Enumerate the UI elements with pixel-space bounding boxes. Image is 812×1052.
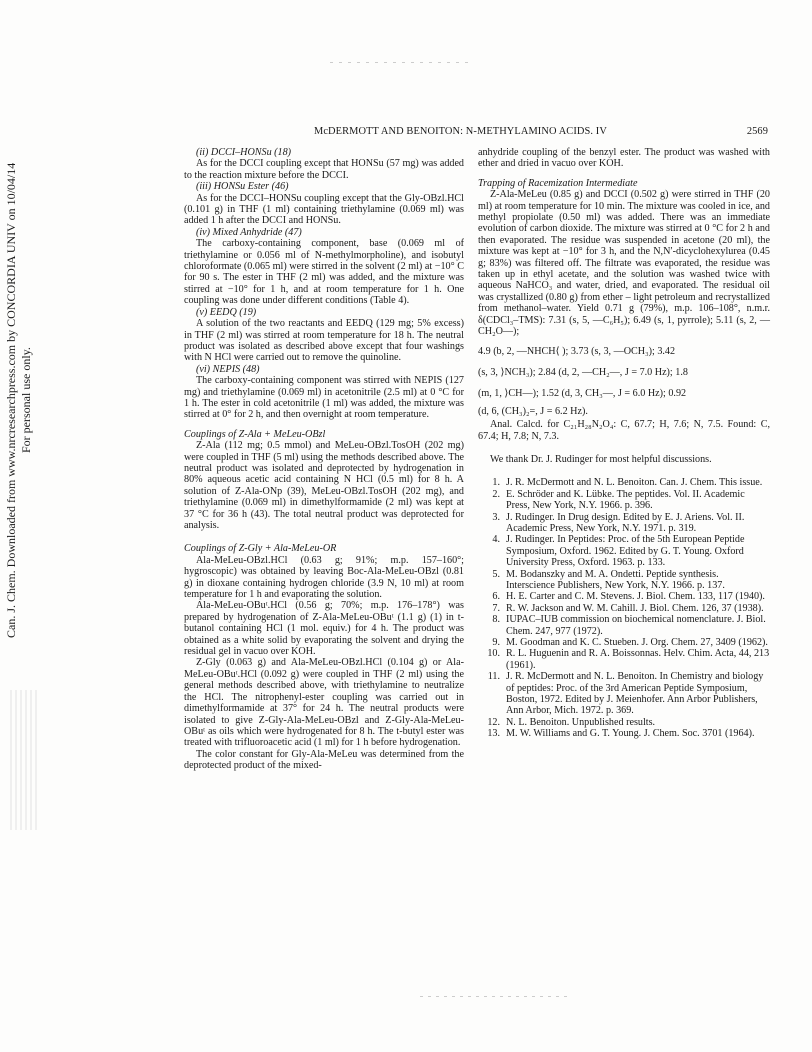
reference-text: M. W. Williams and G. T. Young. J. Chem. Soc. 3701 (1964).	[506, 728, 755, 740]
reference-number: 10.	[487, 648, 500, 660]
reference-text: E. Schröder and K. Lübke. The peptides. Vol. II. Academic Press, New York, N.Y. 1966. p. 396.	[506, 488, 745, 512]
reference-number: 5.	[492, 568, 500, 580]
paragraph: Ala-MeLeu-OBuᵗ.HCl (0.56 g; 70%; m.p. 176–178°) was prepared by hydrogenation of Z-Ala-MeLeu-OBuᵗ (1.1 g) (1) in t-butanol containing HCl (1 mol. equiv.) for 4 h. The product was obtained as a white solid by evaporating the solvent and drying the residual gel in vacuo over KOH.	[184, 600, 464, 658]
reference-text: H. E. Carter and C. M. Stevens. J. Biol. Chem. 133, 117 (1940).	[506, 591, 765, 603]
section-title: (vi) NEPIS (48)	[196, 363, 260, 375]
reference-number: 12.	[487, 716, 500, 728]
scan-artifact-top	[330, 62, 470, 63]
paragraph: As for the DCCI–HONSu coupling except that the Gly-OBzl.HCl (0.101 g) in THF (1 ml) containing triethylamine (0.069 ml) was added 1 h after the DCCI and HONSu.	[184, 192, 464, 227]
reference-number: 8.	[492, 614, 500, 626]
right-column	[478, 147, 770, 740]
left-column	[184, 147, 464, 772]
reference-item	[478, 512, 770, 535]
section-title: (iii) HONSu Ester (46)	[196, 181, 289, 193]
reference-text: J. Rudinger. In Peptides: Proc. of the 5th European Peptide Symposium, Oxford. 1962. Edited by G. T. Young. Oxford University Press, Oxford. 1963. p. 133.	[506, 534, 745, 569]
reference-item	[478, 603, 770, 614]
reference-item	[478, 717, 770, 728]
reference-item	[478, 534, 770, 568]
reference-text: J. R. McDermott and N. L. Benoiton. Can. J. Chem. This issue.	[506, 477, 763, 489]
reference-list	[478, 477, 770, 739]
paragraph: Z-Gly (0.063 g) and Ala-MeLeu-OBzl.HCl (0.104 g) or Ala-MeLeu-OBuᵗ.HCl (0.092 g) were coupled in THF (2 ml) using the general methods described above, with triethylamine to neutralize the HCl. The nitrophenyl-ester coupling was carried out in dimethylformamide at 37° for 24 h. The neutral products were isolated to give Z-Gly-Ala-MeLeu-OBzl and Z-Gly-Ala-MeLeu-OBuᵗ as oils which were hydrogenated for 8 h. The t-butyl ester was treated with trifluoroacetic acid (1 ml) for 1 h before hydrogenation.	[184, 657, 464, 749]
paragraph: The carboxy-containing component was stirred with NEPIS (127 mg) and triethylamine (0.069 ml) in acetonitrile (2.5 ml) at 0 °C for 1 h. The ester in cold acetonitrile (1 ml) was added, the mixture was stirred at 0° for 2 h, and then overnight at room temperature.	[184, 375, 464, 421]
section-title: (v) EEDQ (19)	[196, 306, 257, 318]
section-title: Couplings of Z-Gly + Ala-MeLeu-OR	[184, 543, 337, 555]
reference-item	[478, 591, 770, 602]
reference-item	[478, 489, 770, 512]
paragraph: The color constant for Gly-Ala-MeLeu was determined from the deprotected product of the mixed-	[184, 748, 464, 772]
reference-text: M. Goodman and K. C. Stueben. J. Org. Chem. 27, 3409 (1962).	[506, 637, 768, 649]
reference-item	[478, 614, 770, 637]
reference-number: 3.	[492, 511, 500, 523]
reference-item	[478, 637, 770, 648]
section-title: (iv) Mixed Anhydride (47)	[196, 226, 302, 238]
page-number: 2569	[746, 126, 768, 137]
reference-number: 11.	[487, 671, 500, 683]
acknowledgement: We thank Dr. J. Rudinger for most helpful discussions.	[490, 453, 712, 465]
reference-text: R. W. Jackson and W. M. Cahill. J. Biol. Chem. 126, 37 (1938).	[506, 602, 764, 614]
paragraph: Z-Ala (112 mg; 0.5 mmol) and MeLeu-OBzl.TosOH (202 mg) were coupled in THF (5 ml) using the methods described above. The neutral product was isolated and deprotected by hydrogenation in 80% aqueous acetic acid containing N HCl (0.5 ml) for 8 h. A solution of Z-Ala-ONp (39), MeLeu-OBzl.TosOH (202 mg), and triethylamine (0.069 ml) in dimethylformamide (2 ml) was kept at 37 °C for 36 h (43). The total neutral product was deprotected for analysis.	[184, 440, 464, 531]
analysis: Anal. Calcd. for C₂₁H₂₈N₂O₄: C, 67.7; H, 7.6; N, 7.5. Found: C, 67.4; H, 7.8; N, 7.3.	[478, 419, 770, 442]
download-notice-text	[4, 110, 34, 690]
scan-artifact-bottom	[420, 996, 570, 997]
reference-number: 9.	[492, 637, 500, 649]
paragraph: As for the DCCI coupling except that HONSu (57 mg) was added to the reaction mixture before the DCCI.	[184, 158, 464, 181]
reference-number: 6.	[492, 591, 500, 603]
paragraph: The carboxy-containing component, base (0.069 ml of triethylamine or 0.056 ml of N-methylmorpholine), and isobutyl chloroformate (0.065 ml) were stirred in the solvent (2 ml) at −10° C for 90 s. The ester in THF (2 ml) was added, and the mixture was stirred at −10° for 1 h, and at room temperature for 1 h. One coupling was done under different conditions (Table 4).	[184, 238, 464, 307]
download-notice	[4, 110, 46, 690]
nmr-line: 4.9 (b, 2, —NHCH⟨ ); 3.73 (s, 3, —OCH₃); 3.42	[478, 345, 676, 357]
scan-artifact	[10, 690, 40, 830]
section-title: (ii) DCCI–HONSu (18)	[196, 147, 292, 158]
paragraph: anhydride coupling of the benzyl ester. The product was washed with ether and dried in vacuo over KOH.	[478, 147, 770, 170]
reference-item	[478, 671, 770, 717]
running-head: McDERMOTT AND BENOITON: N-METHYLAMINO ACIDS. IV	[314, 126, 607, 137]
reference-item	[478, 648, 770, 671]
reference-number: 4.	[492, 534, 500, 546]
nmr-line: (m, 1, ⟩CH—); 1.52 (d, 3, CH₃—, J = 6.0 Hz); 0.92	[478, 388, 687, 400]
reference-number: 2.	[492, 488, 500, 500]
section-title: Couplings of Z-Ala + MeLeu-OBzl	[184, 428, 326, 440]
reference-text: IUPAC–IUB commission on biochemical nomenclature. J. Biol. Chem. 247, 977 (1972).	[506, 614, 766, 637]
reference-text: M. Bodanszky and M. A. Ondetti. Peptide synthesis. Interscience Publishers, New York, N.Y. 1966. p. 137.	[506, 568, 725, 591]
reference-number: 1.	[492, 477, 500, 489]
reference-item	[478, 728, 770, 739]
reference-text: R. L. Huguenin and R. A. Boissonnas. Helv. Chim. Acta, 44, 213 (1961).	[506, 648, 770, 671]
reference-text: N. L. Benoiton. Unpublished results.	[506, 716, 656, 728]
section-title: Trapping of Racemization Intermediate	[478, 177, 638, 189]
reference-text: J. R. McDermott and N. L. Benoiton. In Chemistry and biology of peptides: Proc. of the 3rd American Peptide Symposium, Boston, 1972. Edited by J. Meienhofer. Ann Arbor Publishers, Ann Arbor, Mich. 1972. p. 369.	[506, 671, 764, 717]
paragraph: Z-Ala-MeLeu (0.85 g) and DCCI (0.502 g) were stirred in THF (20 ml) at room temperature for 10 min. The mixture was cooled in ice, and methyl propiolate (0.50 ml) was added. There was an immediate evolution of carbon dioxide. The mixture was stirred at 0 °C for 2 h and then evaporated. The residue was suspended in acetone (20 ml), the mixture was kept at −10° for 3 h, and the N,N′-dicyclohexylurea (0.45 g; 83%) was filtered off. The filtrate was evaporated, the residue was taken up in ethyl acetate, and the solution was washed twice with aqueous NaHCO₃ and water, dried, and evaporated. The residual oil was crystallized (0.80 g) from ether – light petroleum and recrystallized from methanol–water. Yield 0.71 g (79%), m.p. 106–108°, n.m.r. δ(CDCl₃–TMS): 7.31 (s, 5, —C₆H₅); 6.49 (s, 1, pyrrole); 5.11 (s, 2, —CH₂O—);	[478, 189, 770, 338]
paragraph: Ala-MeLeu-OBzl.HCl (0.63 g; 91%; m.p. 157–160°; hygroscopic) was obtained by leaving Boc-Ala-MeLeu-OBzl (0.81 g) in dioxane containing hydrogen chloride (3.9 N, 10 ml) at room temperature for 1 h and evaporating the solution.	[184, 554, 464, 601]
paragraph: A solution of the two reactants and EEDQ (129 mg; 5% excess) in THF (2 ml) was stirred at room temperature for 18 h. The neutral product was isolated as described above except that four washings with N HCl were carried out to remove the quinoline.	[184, 318, 464, 364]
reference-number: 7.	[492, 602, 500, 614]
download-notice-line2: For personal use only.	[19, 347, 33, 453]
nmr-line: (s, 3, ⟩NCH₃); 2.84 (d, 2, —CH₂—, J = 7.0 Hz); 1.8	[478, 366, 688, 378]
reference-number: 13.	[487, 728, 500, 740]
nmr-line: (d, 6, (CH₃)₂=, J = 6.2 Hz).	[478, 405, 588, 417]
reference-text: J. Rudinger. In Drug design. Edited by E. J. Ariens. Vol. II. Academic Press, New York, N.Y. 1971. p. 319.	[506, 511, 745, 534]
reference-item	[478, 477, 770, 488]
reference-item	[478, 569, 770, 592]
download-notice-line1: Can. J. Chem. Downloaded from www.nrcresearchpress.com by CONCORDIA UNIV on 10/04/14	[4, 162, 18, 638]
